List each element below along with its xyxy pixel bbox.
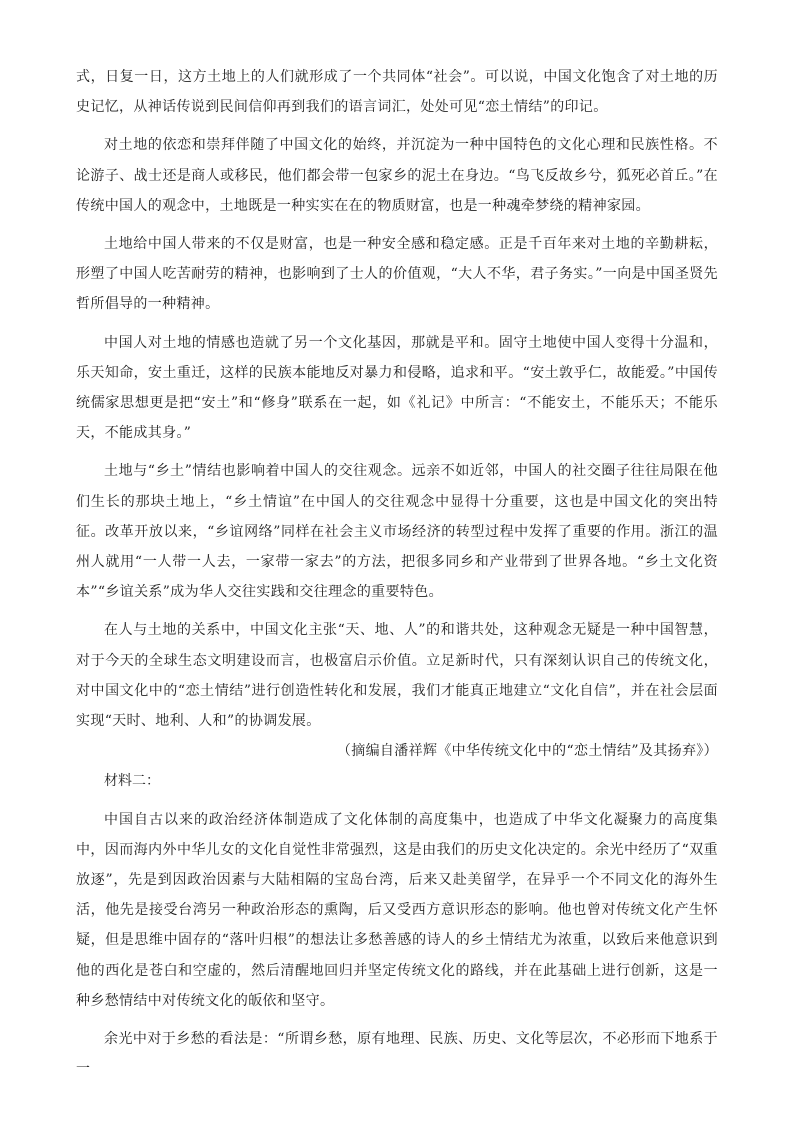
paragraph-continuation: 式，日复一日，这方土地上的人们就形成了一个共同体“社会”。可以说，中国文化饱含了对土地的历史记忆，从神话传说到民间信仰再到我们的语言词汇，处处可见“恋土情结”的印记。 — [76, 69, 718, 116]
paragraph-land-attachment: 对土地的依恋和崇拜伴随了中国文化的始终，并沉淀为一种中国特色的文化心理和民族性格。不论游子、战士还是商人或移民，他们都会带一包家乡的泥土在身边。“鸟飞反故乡兮，狐死必首丘。”在传统中国人的观念中，土地既是一种实实在在的物质财富，也是一种魂牵梦绕的精神家园。 — [76, 137, 718, 214]
paragraph-social-ties: 土地与“乡土”情结也影响着中国人的交往观念。远亲不如近邻，中国人的社交圈子往往局限在他们生长的那块土地上，“乡土情谊”在中国人的交往观念中显得十分重要，这也是中国文化的突出特征。改革开放以来，“乡谊网络”同样在社会主义市场经济的转型过程中发挥了重要的作用。浙江的温州人就用“一人带一人去，一家带一家去”的方法，把很多同乡和产业带到了世界各地。“乡土文化资本”“乡谊关系”成为华人交往实践和交往理念的重要特色。 — [76, 463, 718, 601]
material-label: 材料二： — [104, 773, 160, 790]
paragraph-peace: 中国人对土地的情感也造就了另一个文化基因，那就是平和。固守土地使中国人变得十分温和，乐天知命，安土重迁，这样的民族本能地反对暴力和侵略，追求和平。“安土敦乎仁，故能爱。”中国传统儒家思想更是把“安土”和“修身”联系在一起，如《礼记》中所言：“不能安土，不能乐天；不能乐天，不能成其身。” — [76, 334, 718, 442]
document-page — [76, 62, 718, 1085]
paragraph-harmony: 在人与土地的关系中，中国文化主张“天、地、人”的和谐共处，这种观念无疑是一种中国智慧，对于今天的全球生态文明建设而言，也极富启示价值。立足新时代，只有深刻认识自己的传统文化，对中国文化中的“恋土情结”进行创造性转化和发展，我们才能真正地建立“文化自信”，并在社会层面实现“天时、地利、人和”的协调发展。 — [76, 622, 718, 730]
paragraph-nostalgia-view: 余光中对于乡愁的看法是：“所谓乡愁，原有地理、民族、历史、文化等层次，不必形而下地系于一 — [76, 1031, 718, 1078]
paragraph-security: 土地给中国人带来的不仅是财富，也是一种安全感和稳定感。正是千百年来对土地的辛勤耕耘，形塑了中国人吃苦耐劳的精神，也影响到了士人的价值观，“大人不华，君子务实。”一向是中国圣贤先哲所倡导的一种精神。 — [76, 236, 718, 313]
source-citation: （摘编自潘祥辉《中华传统文化中的“恋土情结”及其扬弃》） — [336, 743, 718, 760]
paragraph-yu-guangzhong: 中国自古以来的政治经济体制造成了文化体制的高度集中，也造成了中华文化凝聚力的高度集中，因而海内外中华儿女的文化自觉性非常强烈，这是由我们的历史文化决定的。余光中经历了“双重放逐”，先是到因政治因素与大陆相隔的宝岛台湾，后来又赴美留学，在异乎一个不同文化的海外生活，他先是接受台湾另一种政治形态的熏陶，后又受西方意识形态的影响。他也曾对传统文化产生怀疑，但是思维中固存的“落叶归根”的想法让多愁善感的诗人的乡土情结尤为浓重，以致后来他意识到他的西化是苍白和空虚的，然后清醒地回归并坚定传统文化的路线，并在此基础上进行创新，这是一种乡愁情结中对传统文化的皈依和坚守。 — [76, 811, 718, 1009]
